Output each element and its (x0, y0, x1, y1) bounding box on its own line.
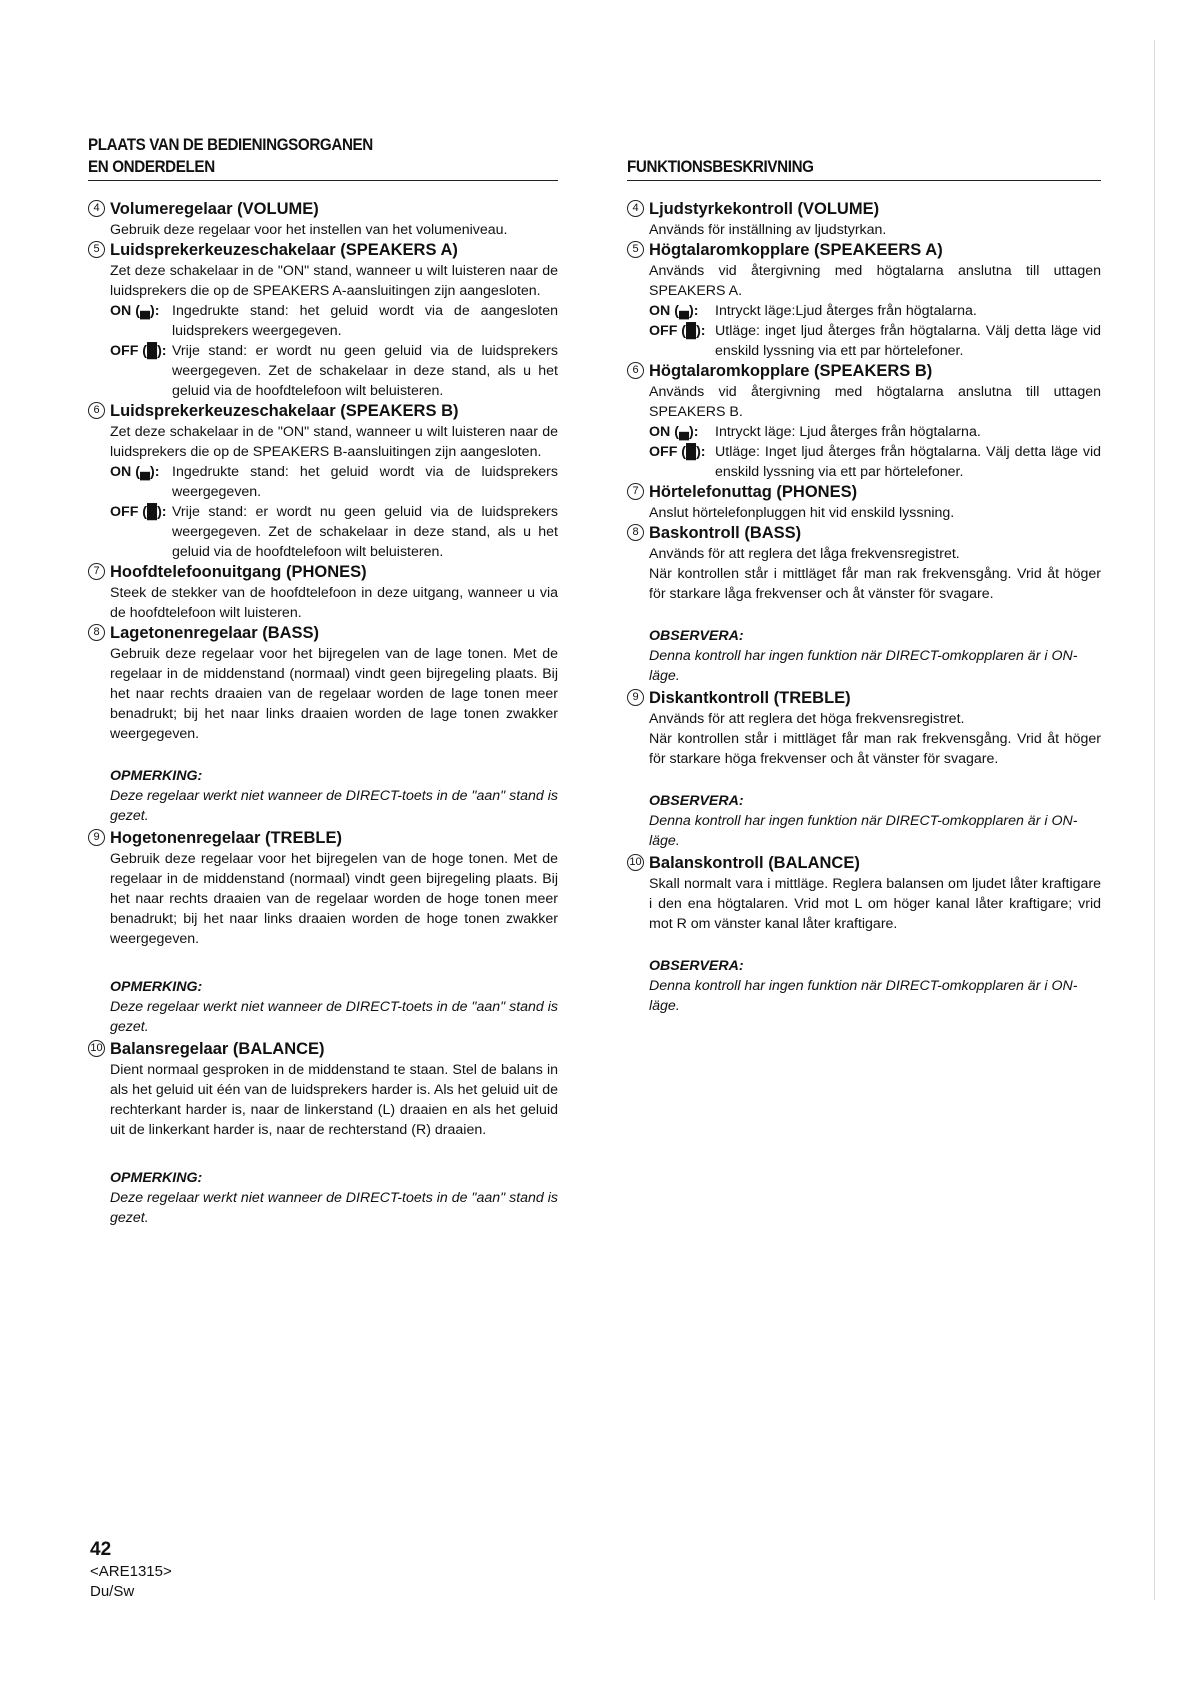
on-option: ON (▄): Intryckt läge:Ljud återges från högtalarna. (649, 303, 977, 319)
right-item-balance: 10 Balanskontroll (BALANCE) Skall normalt vara i mittläge. Reglera balansen om ljudet låter kraftigare i den ena högtalaren. Vrid mot L om höger kanal låter kraftigare; vrid mot R om vänster kanal låter kraftigare. (627, 853, 1101, 934)
page-edge-line (1154, 40, 1155, 1600)
off-option: OFF (█): Vrije stand: er wordt nu geen geluid via de luidsprekers weergegeven. Zet de schakelaar in deze stand, als u het geluid via de hoofdtelefoon wilt beluisteren. (110, 504, 558, 560)
left-title-rule (88, 180, 558, 181)
right-item-bass: 8 Baskontroll (BASS) Används för att reglera det låga frekvensregistret. När kontrollen står i mittläget får man rak frekvensgång. Vrid åt höger för starkare låga frekvenser och åt vänster för svagare. (627, 523, 1101, 604)
right-item-speakers-a: 5 Högtalaromkopplare (SPEAKEERS A) Används vid återgivning med högtalarna anslutna till uttagen SPEAKERS A. ON (▄): Intryckt läge:Ljud återges från högtalarna. OFF (█): Utläge: inget ljud återges från högtalarna. Välj detta läge vid enskild lyssning via ett par hörtelefoner. (627, 240, 1101, 361)
page-footer (90, 1538, 172, 1602)
right-note-balance: OBSERVERA: Denna kontroll har ingen funktion när DIRECT-omkopplaren är i ON-läge. (649, 958, 1078, 1014)
language-code: Du/Sw (90, 1583, 135, 1600)
on-option: ON (▄): Intryckt läge: Ljud återges från högtalarna. (649, 424, 981, 440)
left-section-title: PLAATS VAN DE BEDIENINGSORGANEN EN ONDERDELEN (88, 136, 373, 176)
left-item-bass: 8 Lagetonenregelaar (BASS) Gebruik deze regelaar voor het bijregelen van de lage tonen. Met de regelaar in de middenstand (normaal) vindt geen bijregeling plaats. Bij het naar rechts draaien van de regelaar worden de lage tonen meer benadrukt; bij het naar links draaien worden de lage tonen zwakker weergegeven. (88, 623, 558, 744)
left-note-balance: OPMERKING: Deze regelaar werkt niet wanneer de DIRECT-toets in de "aan" stand is gezet. (110, 1170, 559, 1226)
document-code: <ARE1315> (90, 1563, 172, 1580)
left-column (88, 134, 558, 1230)
right-column (627, 134, 1101, 1018)
left-item-treble: 9 Hogetonenregelaar (TREBLE) Gebruik deze regelaar voor het bijregelen van de hoge tonen. Met de regelaar in de middenstand (normaal) vindt geen bijregeling plaats. Bij het naar rechts draaien van de regelaar worden de hoge tonen meer benadrukt; bij het naar links draaien worden de hoge tonen zwakker weergegeven. (88, 828, 558, 949)
left-note-treble: OPMERKING: Deze regelaar werkt niet wanneer de DIRECT-toets in de "aan" stand is gezet. (110, 979, 559, 1035)
off-option: OFF (█): Vrije stand: er wordt nu geen geluid via de luidsprekers weergegeven. Zet de schakelaar in deze stand, als u het geluid via de hoofdtelefoon wilt beluisteren. (110, 343, 558, 399)
right-item-volume: 4 Ljudstyrkekontroll (VOLUME) Används för inställning av ljudstyrkan. (627, 199, 1101, 240)
right-note-treble: OBSERVERA: Denna kontroll har ingen funktion när DIRECT-omkopplaren är i ON-läge. (649, 793, 1078, 849)
right-item-speakers-b: 6 Högtalaromkopplare (SPEAKERS B) Används vid återgivning med högtalarna anslutna till uttagen SPEAKERS B. ON (▄): Intryckt läge: Ljud återges från högtalarna. OFF (█): Utläge: Inget ljud återges från högtalarna. Välj detta läge vid enskild lyssning via ett par hörtelefoner. (627, 361, 1101, 482)
left-note-bass: OPMERKING: Deze regelaar werkt niet wanneer de DIRECT-toets in de "aan" stand is gezet. (110, 768, 559, 824)
off-option: OFF (█): Utläge: Inget ljud återges från högtalarna. Välj detta läge vid enskild lyssning via ett par hörtelefoner. (649, 444, 1101, 480)
left-item-phones: 7 Hoofdtelefoonuitgang (PHONES) Steek de stekker van de hoofdtelefoon in deze uitgang, wanneer u via de hoofdtelefoon wilt luisteren. (88, 562, 558, 623)
off-option: OFF (█): Utläge: inget ljud återges från högtalarna. Välj detta läge vid enskild lyssning via ett par hörtelefoner. (649, 323, 1101, 359)
on-option: ON (▄): Ingedrukte stand: het geluid wordt via de luidsprekers weergegeven. (110, 464, 558, 500)
right-title-rule (627, 180, 1101, 181)
left-item-balance: 10 Balansregelaar (BALANCE) Dient normaal gesproken in de middenstand te staan. Stel de balans in als het geluid uit één van de luidsprekers harder is. Als het geluid uit de rechterkant harder is, naar de linkerstand (L) draaien en als het geluid uit de linkerkant harder is, naar de rechterstand (R) draaien. (88, 1039, 558, 1140)
right-item-phones: 7 Hörtelefonuttag (PHONES) Anslut hörtelefonpluggen hit vid enskild lyssning. (627, 482, 1101, 523)
right-note-bass: OBSERVERA: Denna kontroll har ingen funktion när DIRECT-omkopplaren är i ON-läge. (649, 628, 1078, 684)
right-section-title: FUNKTIONSBESKRIVNING (627, 158, 814, 176)
page-number: 42 (90, 1539, 112, 1560)
right-item-treble: 9 Diskantkontroll (TREBLE) Används för att reglera det höga frekvensregistret. När kontrollen står i mittläget får man rak frekvensgång. Vrid åt höger för starkare höga frekvenser och åt vänster för svagare. (627, 688, 1101, 769)
left-item-speakers-b: 6 Luidsprekerkeuzeschakelaar (SPEAKERS B) Zet deze schakelaar in de "ON" stand, wanneer u wilt luisteren naar de luidsprekers die op de SPEAKERS B-aansluitingen zijn aangesloten. ON (▄): Ingedrukte stand: het geluid wordt via de luidsprekers weergegeven. OFF (█): Vrije stand: er wordt nu geen geluid via de luidsprekers weergegeven. Zet de schakelaar in deze stand, als u het geluid via de hoofdtelefoon wilt beluisteren. (88, 401, 558, 562)
left-item-speakers-a: 5 Luidsprekerkeuzeschakelaar (SPEAKERS A) Zet deze schakelaar in de "ON" stand, wanneer u wilt luisteren naar de luidsprekers die op de SPEAKERS A-aansluitingen zijn aangesloten. ON (▄): Ingedrukte stand: het geluid wordt via de aangesloten luidsprekers weergegeven. OFF (█): Vrije stand: er wordt nu geen geluid via de luidsprekers weergegeven. Zet de schakelaar in deze stand, als u het geluid via de hoofdtelefoon wilt beluisteren. (88, 240, 558, 401)
left-item-volume: 4 Volumeregelaar (VOLUME) Gebruik deze regelaar voor het instellen van het volumeniveau. (88, 199, 558, 240)
on-option: ON (▄): Ingedrukte stand: het geluid wordt via de aangesloten luidsprekers weergegeven. (110, 303, 558, 339)
